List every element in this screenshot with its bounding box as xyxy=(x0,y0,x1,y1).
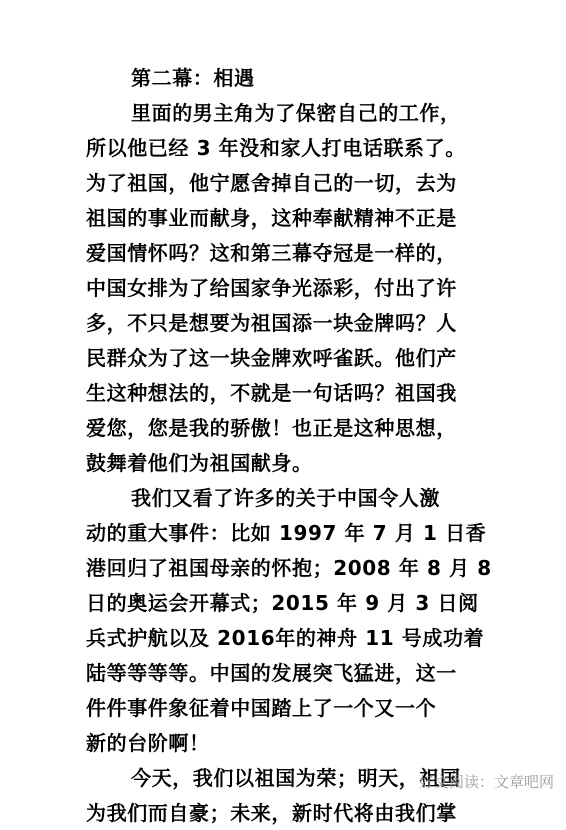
paragraph-line: 多，不只是想要为祖国添一块金牌吗？人 xyxy=(86,311,457,335)
paragraph-line: 日的奥运会开幕式；2015 年 9 月 3 日阅 xyxy=(86,591,479,615)
paragraph-line: 所以他已经 3 年没和家人打电话联系了。 xyxy=(86,136,466,160)
paragraph-line: 今天，我们以祖国为荣；明天，祖国 xyxy=(131,766,461,790)
paragraph-line: 爱您，您是我的骄傲！也正是这种思想， xyxy=(86,416,457,440)
site-watermark: 好文阅读：文章吧网 xyxy=(418,773,554,791)
paragraph-line: 为我们而自豪；未来，新时代将由我们掌 xyxy=(86,801,457,825)
paragraph-line: 动的重大事件：比如 1997 年 7 月 1 日香 xyxy=(86,521,487,545)
paragraph-line: 新的台阶啊！ xyxy=(86,731,210,755)
paragraph-line: 中国女排为了给国家争光添彩，付出了许 xyxy=(86,276,457,300)
paragraph-line: 我们又看了许多的关于中国令人激 xyxy=(131,486,440,510)
paragraph-line: 兵式护航以及 2016年的神舟 11 号成功着 xyxy=(86,626,485,650)
paragraph-line: 港回归了祖国母亲的怀抱；2008 年 8 月 8 xyxy=(86,556,492,580)
paragraph-line: 陆等等等等。中国的发展突飞猛进，这一 xyxy=(86,661,457,685)
section-heading: 第二幕：相遇 xyxy=(131,66,255,90)
paragraph-line: 爱国情怀吗？这和第三幕夺冠是一样的， xyxy=(86,241,457,265)
paragraph-line: 件件事件象征着中国踏上了一个又一个 xyxy=(86,696,437,720)
paragraph-line: 鼓舞着他们为祖国献身。 xyxy=(86,451,313,475)
paragraph-line: 为了祖国，他宁愿舍掉自己的一切，去为 xyxy=(86,171,457,195)
paragraph-line: 民群众为了这一块金牌欢呼雀跃。他们产 xyxy=(86,346,457,370)
paragraph-line: 祖国的事业而献身，这种奉献精神不正是 xyxy=(86,206,457,230)
paragraph-line: 生这种想法的，不就是一句话吗？祖国我 xyxy=(86,381,457,405)
paragraph-line: 里面的男主角为了保密自己的工作， xyxy=(131,101,461,125)
